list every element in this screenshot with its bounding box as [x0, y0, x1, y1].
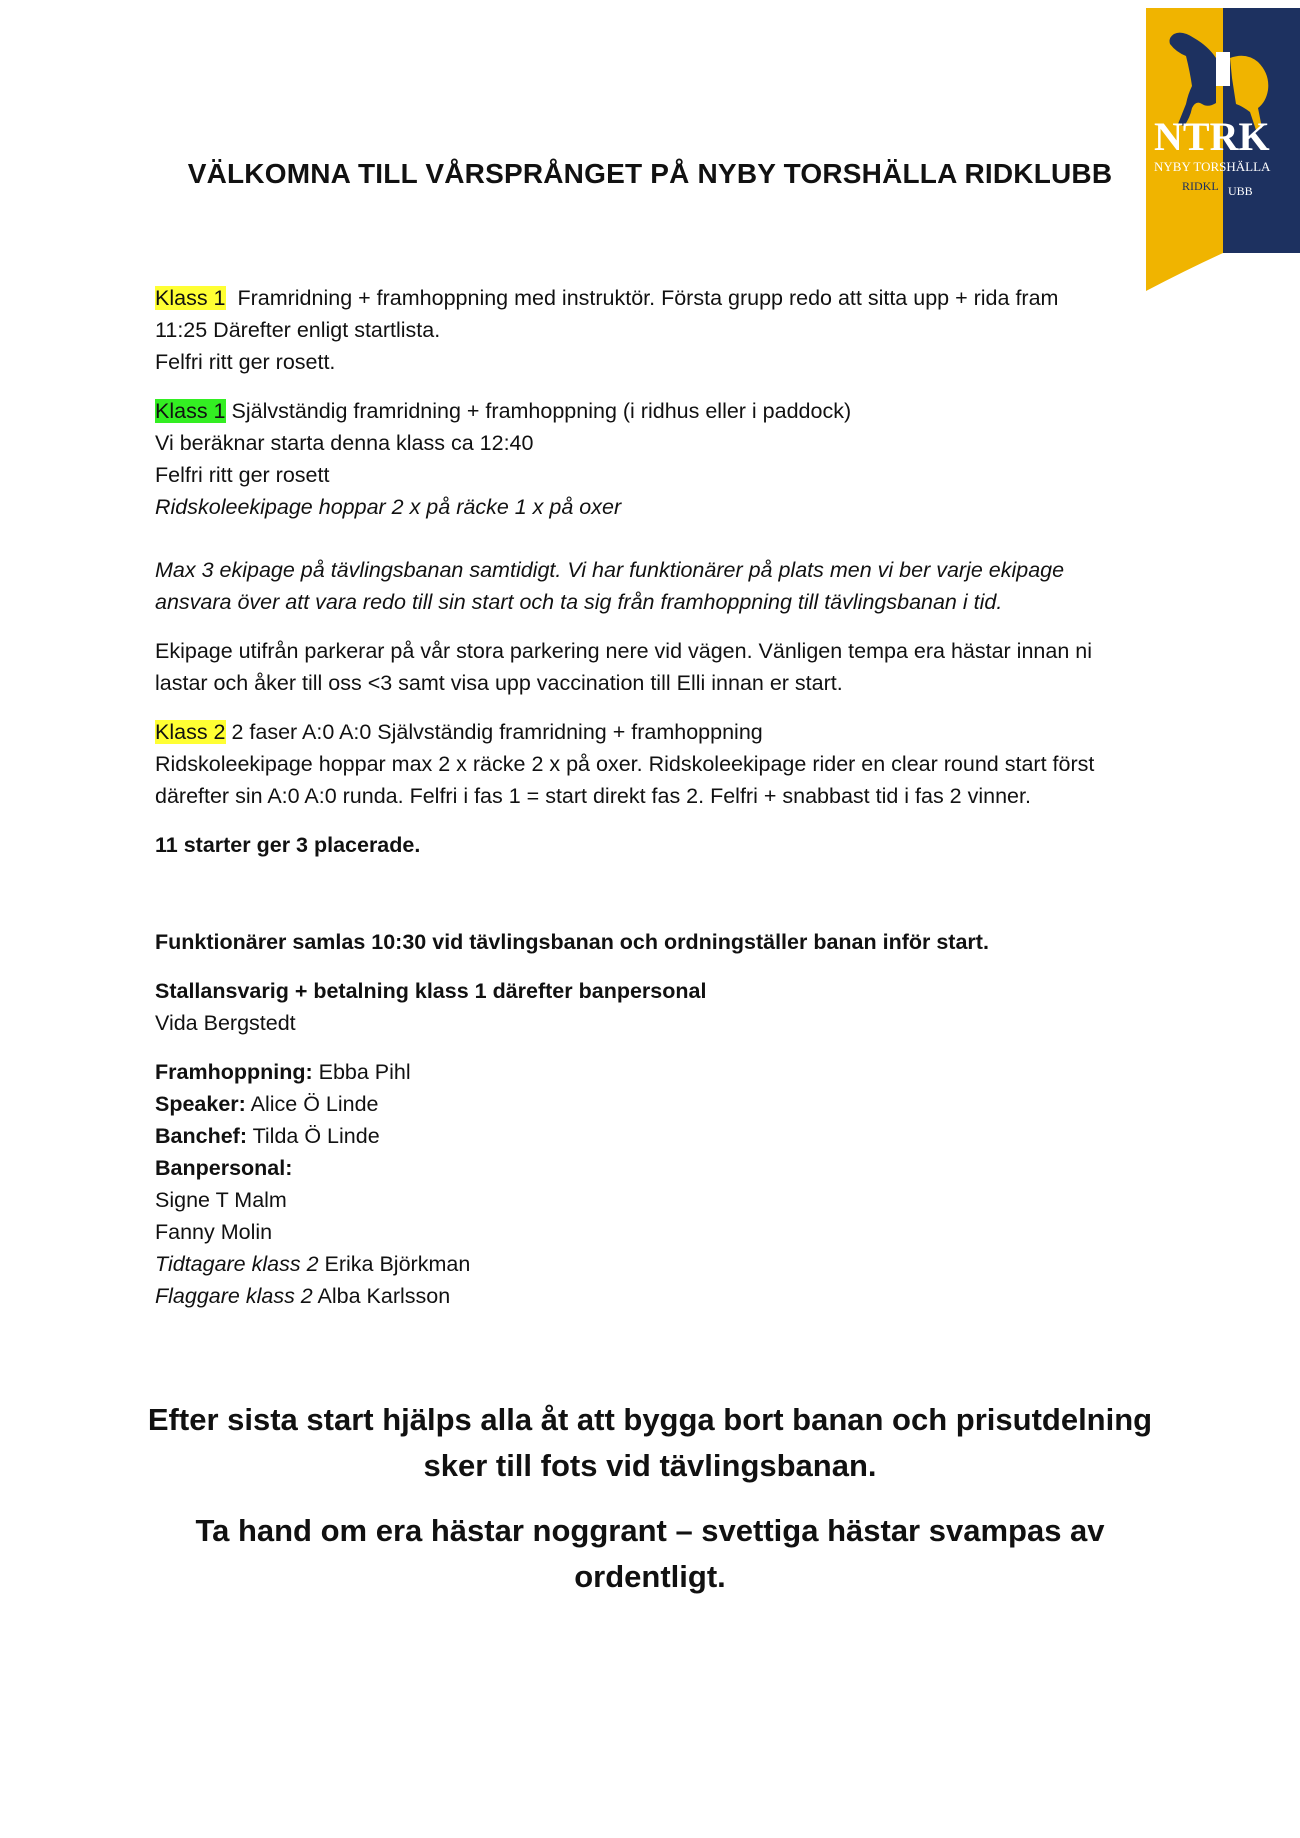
roles-section: [155, 1056, 1155, 1312]
stable-name: Vida Bergstedt: [155, 1011, 296, 1035]
banpersonal-label: Banpersonal:: [155, 1156, 293, 1180]
klass1a-text3: Felfri ritt ger rosett.: [155, 350, 336, 374]
timekeeper-name: Erika Björkman: [318, 1252, 471, 1276]
role-label-banchef: Banchef:: [155, 1124, 247, 1148]
role-name-banchef: Tilda Ö Linde: [246, 1124, 380, 1148]
klass1b-text4: Ridskoleekipage hoppar 2 x på räcke 1 x på oxer: [155, 495, 622, 519]
spacer: [155, 878, 1155, 926]
max-note-line2: ansvara över att vara redo till sin start och ta sig från framhoppning till tävlingsbanan i tid.: [155, 590, 1003, 614]
stable-heading: Stallansvarig + betalning klass 1 därefter banpersonal: [155, 979, 707, 1003]
max-note-line1: Max 3 ekipage på tävlingsbanan samtidigt. Vi har funktionärer på plats men vi ber varje ekipage: [155, 558, 1065, 582]
stable-section: [155, 975, 1155, 1039]
klass2-label: Klass 2: [155, 720, 226, 744]
placings-note: 11 starter ger 3 placerade.: [155, 833, 421, 857]
klass1b-text1: Självständig framridning + framhoppning (i ridhus eller i paddock): [225, 399, 852, 423]
banpersonal-name: Fanny Molin: [155, 1220, 273, 1244]
spacer: [155, 540, 1155, 554]
parking-line2: lastar och åker till oss <3 samt visa upp vaccination till Elli innan er start.: [155, 671, 843, 695]
role-name-speaker: Alice Ö Linde: [245, 1092, 379, 1116]
closing-message-2: Ta hand om era hästar noggrant – svettiga hästar svampas av ordentligt.: [195, 1513, 1105, 1594]
logo-letters: NTRK: [1154, 114, 1270, 159]
klass1a-text1: Framridning + framhoppning med instruktör. Första grupp redo att sitta upp + rida fram: [225, 286, 1059, 310]
ntrk-logo-graphic: [1146, 8, 1300, 291]
banpersonal-name: Signe T Malm: [155, 1188, 287, 1212]
flagger-name: Alba Karlsson: [312, 1284, 451, 1308]
klass1b-label: Klass 1: [155, 399, 226, 423]
klass1a-label: Klass 1: [155, 286, 226, 310]
logo-line1: NYBY TORSHÄLLA: [1154, 159, 1271, 174]
parking-line1: Ekipage utifrån parkerar på vår stora parkering nere vid vägen. Vänligen tempa era hästar innan ni: [155, 639, 1092, 663]
parking-note: [155, 635, 1155, 699]
klass2-text2: Ridskoleekipage hoppar max 2 x räcke 2 x på oxer. Ridskoleekipage rider en clear round start först: [155, 752, 1095, 776]
klass1b-text2: Vi beräknar starta denna klass ca 12:40: [155, 431, 534, 455]
klass1a-section: [155, 282, 1155, 378]
timekeeper-label: Tidtagare klass 2: [155, 1252, 319, 1276]
klass2-section: [155, 716, 1155, 812]
role-name-framhoppning: Ebba Pihl: [312, 1060, 411, 1084]
club-logo: [1146, 8, 1300, 291]
klass2-text3: därefter sin A:0 A:0 runda. Felfri i fas 1 = start direkt fas 2. Felfri + snabbast tid i fas 2 vinner.: [155, 784, 1031, 808]
closing-message-1: Efter sista start hjälps alla åt att bygga bort banan och prisutdelning sker till fots vid tävlingsbanan.: [147, 1402, 1153, 1483]
klass2-text1: 2 faser A:0 A:0 Självständig framridning + framhoppning: [225, 720, 763, 744]
flagger-label: Flaggare klass 2: [155, 1284, 313, 1308]
logo-line2b: UBB: [1228, 184, 1253, 198]
klass1b-section: [155, 395, 1155, 523]
role-label-speaker: Speaker:: [155, 1092, 246, 1116]
max-note: [155, 554, 1155, 618]
klass1b-text3: Felfri ritt ger rosett: [155, 463, 330, 487]
role-label-framhoppning: Framhoppning:: [155, 1060, 313, 1084]
document-body: [155, 282, 1155, 1329]
officials-gather: Funktionärer samlas 10:30 vid tävlingsbanan och ordningställer banan inför start.: [155, 930, 989, 954]
page-title: VÄLKOMNA TILL VÅRSPRÅNGET PÅ NYBY TORSHÄLLA RIDKLUBB: [187, 158, 1113, 189]
logo-line2a: RIDKL: [1182, 179, 1219, 193]
klass1a-text2: 11:25 Därefter enligt startlista.: [155, 318, 441, 342]
